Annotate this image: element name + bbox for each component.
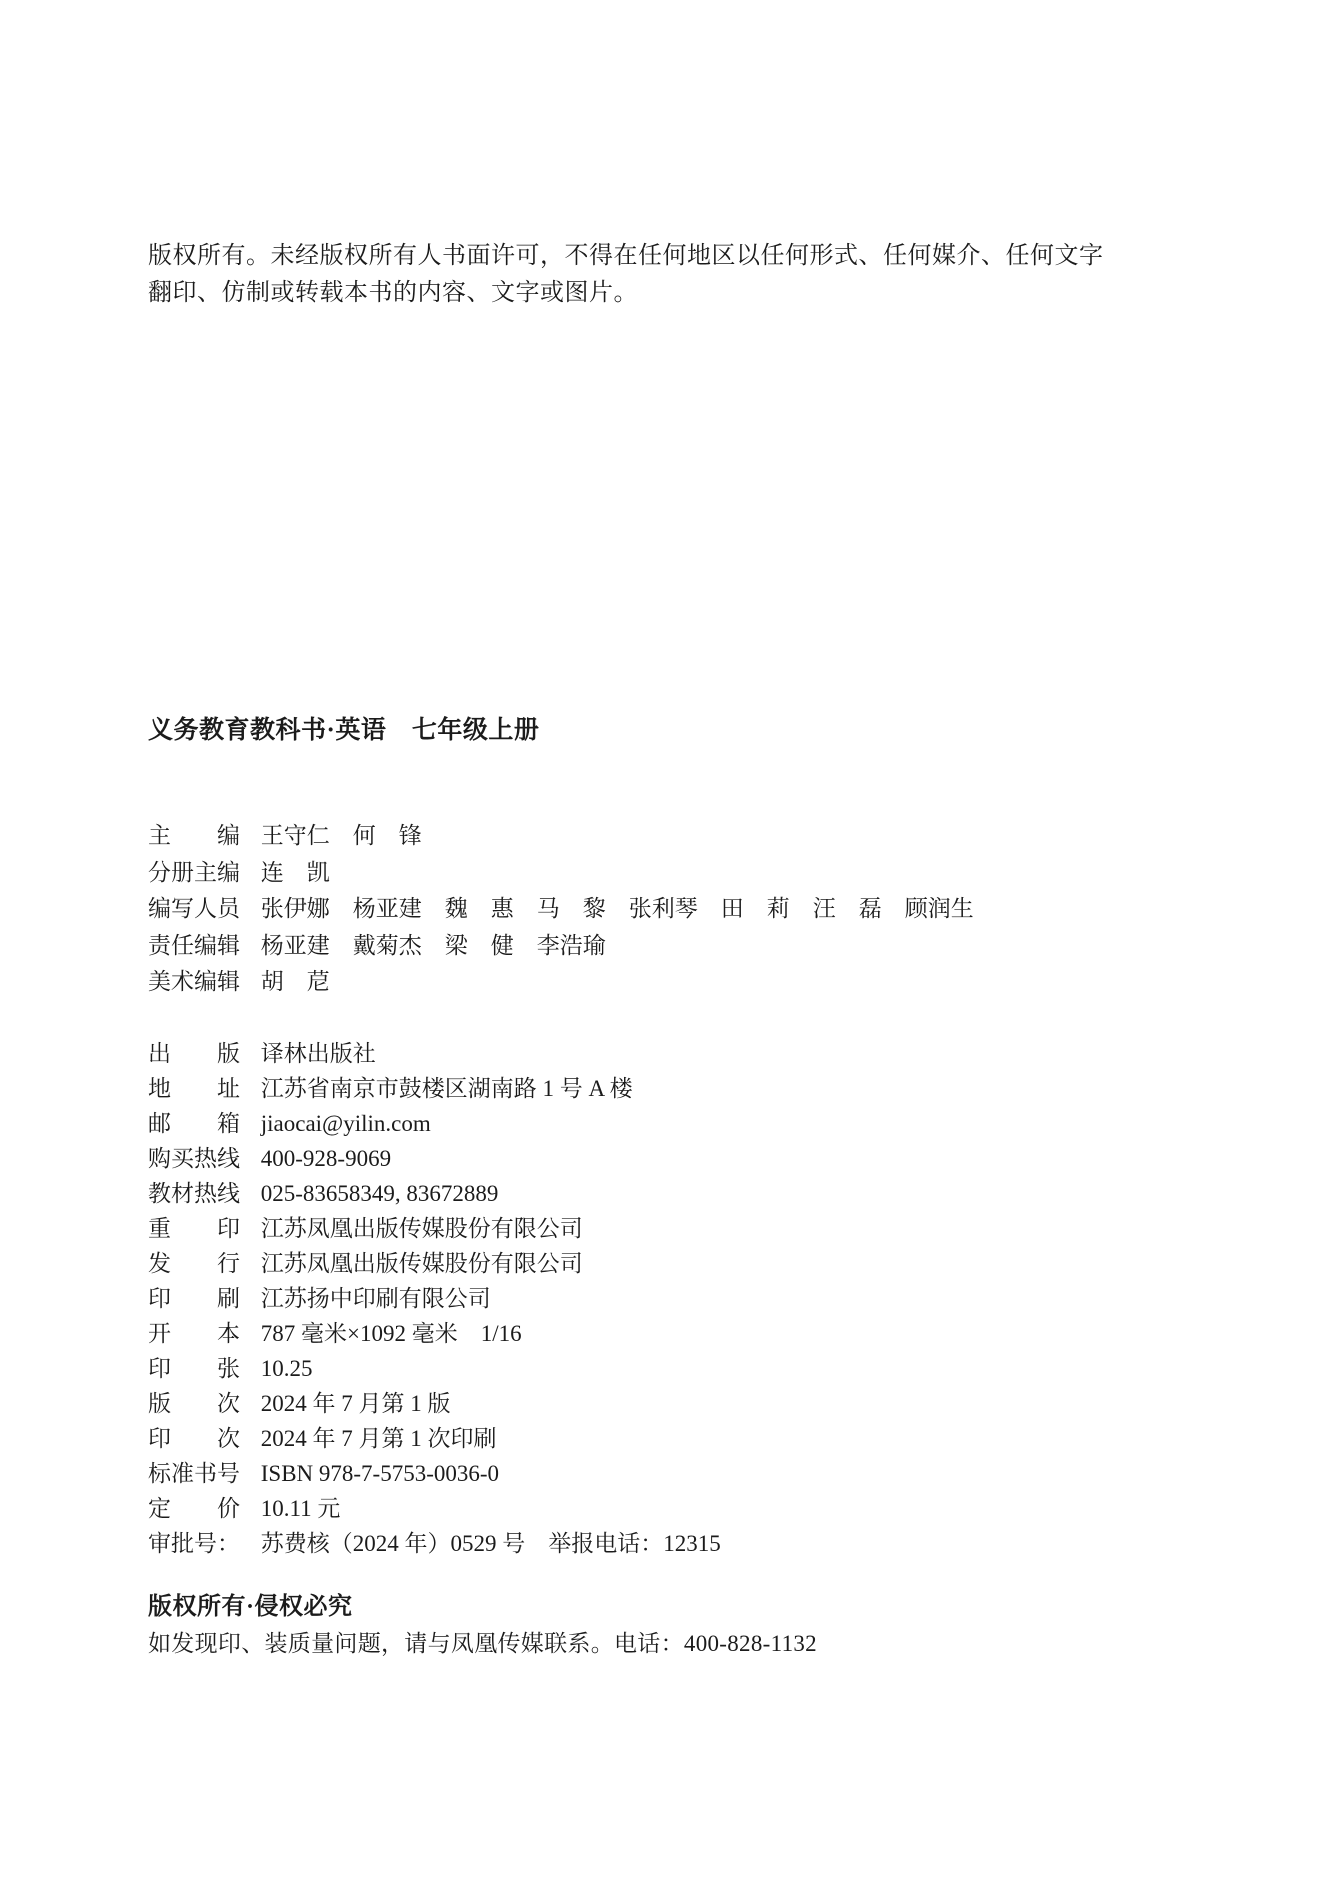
book-title: 义务教育教科书·英语 七年级上册 (148, 717, 540, 744)
publication-field-label: 印刷 (148, 1286, 240, 1311)
publication-field-label: 开本 (148, 1321, 240, 1346)
credit-role-label: 主编 (148, 823, 240, 848)
publication-field-label: 标准书号 (148, 1461, 240, 1486)
credit-names: 张伊娜 杨亚建 魏 惠 马 黎 张利琴 田 莉 汪 磊 顾润生 (260, 896, 974, 921)
publication-row (148, 1386, 721, 1421)
publication-field-value: 江苏凤凰出版传媒股份有限公司 (260, 1216, 583, 1241)
credit-names: 连 凯 (260, 859, 330, 885)
publication-info-list (148, 1036, 721, 1561)
publication-field-value: 2024 年 7 月第 1 版 (260, 1391, 451, 1416)
publication-field-label: 审批号： (148, 1531, 240, 1556)
publication-field-label: 发行 (148, 1251, 240, 1276)
publication-row (148, 1316, 721, 1351)
copyright-notice-line: 翻印、仿制或转载本书的内容、文字或图片。 (148, 280, 638, 306)
publication-field-value: 10.11 元 (260, 1496, 341, 1521)
quality-contact-line: 如发现印、装质量问题，请与凤凰传媒联系。电话：400-828-1132 (148, 1631, 817, 1656)
publication-row (148, 1491, 721, 1526)
publication-field-value: 江苏省南京市鼓楼区湖南路 1 号 A 楼 (260, 1076, 633, 1101)
publication-field-label: 印张 (148, 1356, 240, 1381)
publication-row (148, 1281, 721, 1316)
publication-row (148, 1176, 721, 1211)
anti-piracy-statement: 版权所有·侵权必究 (148, 1594, 353, 1620)
credit-row (148, 818, 974, 855)
copyright-notice (148, 238, 1104, 312)
publication-field-value: 苏费核（2024 年）0529 号 举报电话：12315 (260, 1531, 721, 1556)
credit-row (148, 964, 974, 1001)
publication-field-value: 江苏扬中印刷有限公司 (260, 1286, 491, 1311)
credit-row (148, 855, 974, 892)
credit-row (148, 928, 974, 965)
publication-row (148, 1106, 721, 1141)
credit-role-label: 美术编辑 (148, 969, 240, 994)
publication-row (148, 1421, 721, 1456)
publication-field-label: 购买热线 (148, 1146, 240, 1171)
copyright-notice-line: 版权所有。未经版权所有人书面许可，不得在任何地区以任何形式、任何媒介、任何文字 (148, 243, 1104, 269)
publication-row (148, 1071, 721, 1106)
publication-field-label: 地址 (148, 1076, 240, 1101)
credit-role-label: 分册主编 (148, 859, 240, 885)
publication-field-label: 教材热线 (148, 1181, 240, 1206)
publication-row (148, 1141, 721, 1176)
publication-field-value: 025-83658349, 83672889 (260, 1181, 499, 1206)
credit-names: 王守仁 何 锋 (260, 823, 422, 848)
publication-field-label: 印次 (148, 1426, 240, 1451)
publication-row (148, 1526, 721, 1561)
publication-row (148, 1036, 721, 1071)
publication-field-value: 10.25 (260, 1356, 313, 1381)
publication-field-value: 787 毫米×1092 毫米 1/16 (260, 1321, 522, 1346)
publication-field-value: 江苏凤凰出版传媒股份有限公司 (260, 1251, 583, 1276)
credits-list (148, 818, 974, 1001)
publication-field-value: 2024 年 7 月第 1 次印刷 (260, 1426, 497, 1451)
credit-names: 胡 苨 (260, 969, 330, 994)
publication-field-value: jiaocai@yilin.com (260, 1111, 431, 1136)
publication-field-value: ISBN 978-7-5753-0036-0 (260, 1461, 500, 1486)
publication-row (148, 1246, 721, 1281)
publication-field-label: 重印 (148, 1216, 240, 1241)
credit-row (148, 891, 974, 928)
publication-field-label: 版次 (148, 1391, 240, 1416)
credit-names: 杨亚建 戴菊杰 梁 健 李浩瑜 (260, 932, 606, 958)
publication-field-label: 邮箱 (148, 1111, 240, 1136)
credit-role-label: 编写人员 (148, 896, 240, 921)
publication-row (148, 1351, 721, 1386)
footer-notice (148, 1590, 817, 1661)
publication-field-value: 400-928-9069 (260, 1146, 392, 1171)
publication-row (148, 1211, 721, 1246)
publication-field-label: 出版 (148, 1041, 240, 1066)
publication-field-value: 译林出版社 (260, 1041, 376, 1066)
credit-role-label: 责任编辑 (148, 932, 240, 958)
publication-row (148, 1456, 721, 1491)
publication-field-label: 定价 (148, 1496, 240, 1521)
